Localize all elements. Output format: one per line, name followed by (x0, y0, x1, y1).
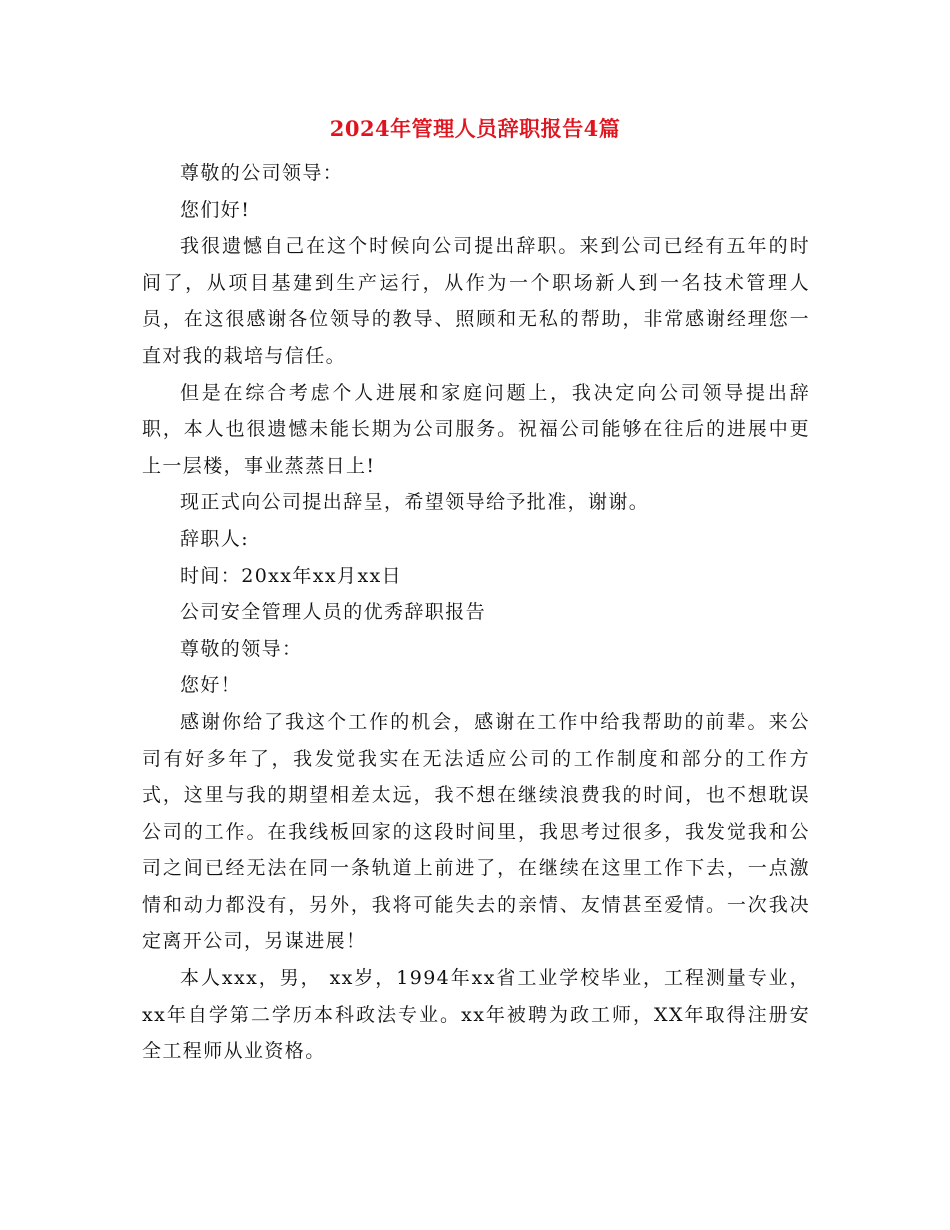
signature-resigner: 辞职人: (180, 527, 250, 550)
greeting-singular: 您好！ (180, 674, 242, 697)
document-body (142, 155, 810, 1070)
signature-date: 时间：20xx年xx月xx日 (180, 564, 403, 587)
paragraph-resignation-reason: 但是在综合考虑个人进展和家庭问题上，我决定向公司领导提出辞职，本人也很遗憾未能长期为公司服务。祝福公司能够在往后的进展中更上一层楼，事业蒸蒸日上! (142, 381, 810, 477)
paragraph-formal-request: 现正式向公司提出辞呈，希望领导给予批准，谢谢。 (180, 491, 650, 514)
paragraph-thanks-and-reasons: 感谢你给了我这个工作的机会，感谢在工作中给我帮助的前辈。来公司有好多年了，我发觉我实在无法适应公司的工作制度和部分的工作方式，这里与我的期望相差太远，我不想在继续浪费我的时间，也不想耽误公司的工作。在我线板回家的这段时间里，我思考过很多，我发觉我和公司之间已经无法在同一条轨道上前进了，在继续在这里工作下去，一点激情和动力都没有，另外，我将可能失去的亲情、友情甚至爱情。一次我决定离开公司，另谋进展！ (142, 710, 810, 953)
document-title: 2024年管理人员辞职报告4篇 (329, 116, 621, 141)
paragraph-resignation-intro: 我很遗憾自己在这个时候向公司提出辞职。来到公司已经有五年的时间了，从项目基建到生产运行，从作为一个职场新人到一名技术管理人员，在这很感谢各位领导的教导、照顾和无私的帮助，非常感谢经理您一直对我的栽培与信任。 (142, 235, 810, 367)
salutation-company: 尊敬的公司领导： (180, 162, 344, 184)
greeting-plural: 您们好! (180, 198, 251, 221)
paragraph-personal-profile: 本人xxx，男， xx岁，1994年xx省工业学校毕业，工程测量专业，xx年自学第二学历本科政法专业。xx年被聘为政工师，XX年取得注册安全工程师从业资格。 (142, 967, 810, 1063)
section-heading-safety-manager: 公司安全管理人员的优秀辞职报告 (180, 601, 487, 624)
salutation-leader: 尊敬的领导： (180, 637, 303, 660)
